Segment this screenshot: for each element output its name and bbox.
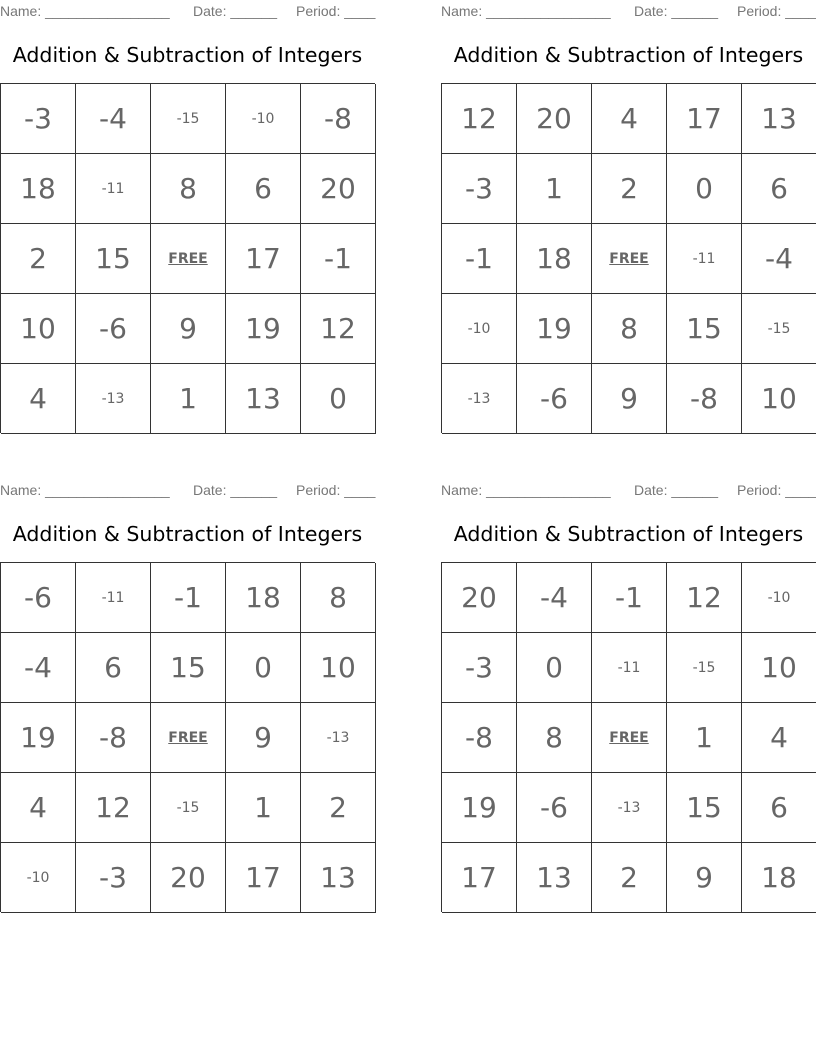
bingo-cell: 4 — [1, 364, 76, 434]
bingo-cell: -6 — [517, 773, 592, 843]
free-space-cell: FREE — [151, 703, 226, 773]
bingo-cell: -13 — [301, 703, 376, 773]
bingo-cell: -6 — [76, 294, 151, 364]
bingo-cell: 18 — [1, 154, 76, 224]
bingo-cell: 12 — [76, 773, 151, 843]
bingo-cell: 9 — [151, 294, 226, 364]
bingo-card-4 — [441, 479, 816, 912]
bingo-grid — [441, 83, 816, 433]
date-field: Date: ______ — [634, 482, 719, 498]
bingo-cell: 8 — [151, 154, 226, 224]
bingo-cell: -6 — [517, 364, 592, 434]
bingo-cell: 8 — [301, 563, 376, 633]
bingo-grid — [441, 562, 816, 912]
bingo-cell: 9 — [592, 364, 667, 434]
bingo-cell: 4 — [592, 84, 667, 154]
bingo-grid — [0, 562, 375, 912]
bingo-cell: -11 — [76, 563, 151, 633]
date-field: Date: ______ — [193, 482, 278, 498]
bingo-card-3 — [0, 479, 375, 912]
bingo-cell: 1 — [667, 703, 742, 773]
bingo-cell: 2 — [1, 224, 76, 294]
bingo-cell: -15 — [667, 633, 742, 703]
bingo-cell: -8 — [442, 703, 517, 773]
date-field: Date: ______ — [193, 3, 278, 19]
card-title: Addition & Subtraction of Integers — [12, 43, 363, 67]
bingo-cell: 1 — [226, 773, 301, 843]
bingo-cell: 15 — [151, 633, 226, 703]
bingo-cell: -3 — [76, 843, 151, 913]
bingo-cell: 0 — [667, 154, 742, 224]
bingo-cell: 8 — [592, 294, 667, 364]
bingo-cell: 20 — [517, 84, 592, 154]
bingo-cell: -3 — [442, 154, 517, 224]
bingo-cell: 19 — [442, 773, 517, 843]
bingo-cell: -15 — [151, 773, 226, 843]
bingo-cell: -8 — [667, 364, 742, 434]
bingo-cell: -10 — [226, 84, 301, 154]
bingo-cell: 12 — [301, 294, 376, 364]
bingo-cell: 19 — [226, 294, 301, 364]
name-field: Name: ________________ — [0, 3, 170, 19]
bingo-cell: 10 — [742, 633, 816, 703]
bingo-cell: 12 — [442, 84, 517, 154]
bingo-cell: -13 — [592, 773, 667, 843]
bingo-cell: 13 — [301, 843, 376, 913]
bingo-cell: -1 — [151, 563, 226, 633]
bingo-cell: 18 — [742, 843, 816, 913]
name-field: Name: ________________ — [441, 482, 611, 498]
bingo-cell: 6 — [742, 154, 816, 224]
bingo-cell: 0 — [226, 633, 301, 703]
bingo-cell: 1 — [151, 364, 226, 434]
bingo-cell: 17 — [442, 843, 517, 913]
bingo-cell: 18 — [517, 224, 592, 294]
bingo-cell: -11 — [76, 154, 151, 224]
bingo-card-2 — [441, 0, 816, 433]
bingo-grid — [0, 83, 375, 433]
bingo-cell: 15 — [667, 773, 742, 843]
bingo-card-1 — [0, 0, 375, 433]
bingo-cell: -6 — [1, 563, 76, 633]
bingo-cell: 20 — [151, 843, 226, 913]
bingo-cell: 9 — [667, 843, 742, 913]
bingo-cell: -4 — [742, 224, 816, 294]
card-title: Addition & Subtraction of Integers — [12, 522, 363, 546]
bingo-cell: 12 — [667, 563, 742, 633]
bingo-cell: 4 — [1, 773, 76, 843]
bingo-cell: 17 — [226, 843, 301, 913]
free-space-cell: FREE — [151, 224, 226, 294]
bingo-cell: -10 — [442, 294, 517, 364]
bingo-cell: 17 — [226, 224, 301, 294]
bingo-cell: 6 — [226, 154, 301, 224]
period-field: Period: ____ — [296, 482, 376, 498]
bingo-cell: 6 — [76, 633, 151, 703]
bingo-cell: 2 — [301, 773, 376, 843]
card-header — [0, 0, 375, 20]
card-header — [0, 479, 375, 499]
bingo-cell: 10 — [1, 294, 76, 364]
bingo-cell: 0 — [517, 633, 592, 703]
bingo-cell: -8 — [76, 703, 151, 773]
bingo-cell: -4 — [76, 84, 151, 154]
bingo-cell: 13 — [226, 364, 301, 434]
card-title: Addition & Subtraction of Integers — [453, 522, 804, 546]
bingo-cell: 2 — [592, 154, 667, 224]
bingo-cell: -3 — [442, 633, 517, 703]
card-header — [441, 0, 816, 20]
bingo-cell: -1 — [592, 563, 667, 633]
bingo-cell: 13 — [517, 843, 592, 913]
bingo-cell: -1 — [301, 224, 376, 294]
bingo-cell: 9 — [226, 703, 301, 773]
bingo-cell: -4 — [1, 633, 76, 703]
bingo-cell: 10 — [301, 633, 376, 703]
bingo-cell: -10 — [1, 843, 76, 913]
bingo-cell: 15 — [667, 294, 742, 364]
bingo-cell: 19 — [1, 703, 76, 773]
bingo-cell: 13 — [742, 84, 816, 154]
bingo-cell: -13 — [442, 364, 517, 434]
bingo-cell: 17 — [667, 84, 742, 154]
date-field: Date: ______ — [634, 3, 719, 19]
bingo-cell: 15 — [76, 224, 151, 294]
bingo-cell: -15 — [742, 294, 816, 364]
bingo-cell: -4 — [517, 563, 592, 633]
bingo-cell: -1 — [442, 224, 517, 294]
bingo-cell: 19 — [517, 294, 592, 364]
period-field: Period: ____ — [737, 482, 816, 498]
free-space-cell: FREE — [592, 703, 667, 773]
bingo-cell: 0 — [301, 364, 376, 434]
period-field: Period: ____ — [296, 3, 376, 19]
bingo-cell: 20 — [301, 154, 376, 224]
name-field: Name: ________________ — [0, 482, 170, 498]
bingo-cell: 10 — [742, 364, 816, 434]
card-header — [441, 479, 816, 499]
bingo-cell: -13 — [76, 364, 151, 434]
bingo-cell: -11 — [667, 224, 742, 294]
name-field: Name: ________________ — [441, 3, 611, 19]
bingo-cell: -8 — [301, 84, 376, 154]
card-title: Addition & Subtraction of Integers — [453, 43, 804, 67]
bingo-cell: -3 — [1, 84, 76, 154]
bingo-cell: -10 — [742, 563, 816, 633]
bingo-cell: 18 — [226, 563, 301, 633]
bingo-cell: 2 — [592, 843, 667, 913]
bingo-cell: 1 — [517, 154, 592, 224]
bingo-cell: 8 — [517, 703, 592, 773]
bingo-cell: -15 — [151, 84, 226, 154]
period-field: Period: ____ — [737, 3, 816, 19]
bingo-cell: 4 — [742, 703, 816, 773]
bingo-cell: 20 — [442, 563, 517, 633]
free-space-cell: FREE — [592, 224, 667, 294]
bingo-cell: 6 — [742, 773, 816, 843]
bingo-cell: -11 — [592, 633, 667, 703]
